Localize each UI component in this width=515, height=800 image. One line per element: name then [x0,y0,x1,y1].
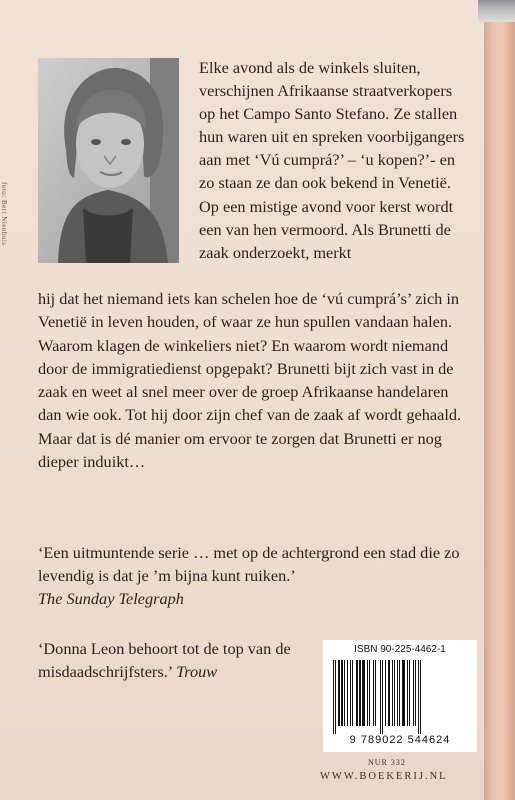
blurb-paragraph-start: Op een mistige avond voor kerst wordt een van hen vermoord. Als Brunetti de zaak onderzoekt, merkt [199,196,454,262]
quote-text: ‘Een uitmuntende serie … met op de achtergrond een stad die zo levendig is dat je ’m bijna kunt ruiken.’ [38,543,460,586]
ean-number: 9 789022 544624 [349,734,451,746]
photo-credit: foto: Bert Nienhuis [0,182,8,246]
book-spine [484,0,515,800]
quote-source: The Sunday Telegraph [38,589,184,609]
review-quote-2 [38,637,328,683]
isbn-label: ISBN 90-225-4462-1 [354,644,446,655]
blurb-intro: Elke avond als de winkels sluiten, verschijnen Afrikaanse straatverkopers op het Campo Santo Stefano. Ze stallen hun waren uit en spreken voorbijgangers aan met ‘Vú cumprá?’ – ‘u kopen?’- en zo staan ze dan ook bekend in Venetië. [199,58,465,193]
review-quote-1 [38,541,478,610]
blurb-column [199,56,469,264]
author-photo [38,58,179,263]
nur-code: NUR 332 [368,758,406,767]
quote-source: Trouw [176,662,218,682]
blurb-paragraph-rest: hij dat het niemand iets kan schelen hoe de ‘vú cumprá’s’ zich in Venetië in leven houden, of waar ze hun spullen vandaan halen. Waarom klagen de winkeliers niet? En waarom wordt niemand door de immigratiedienst opgepakt? Brunetti bijt zich vast in de zaak en weet al snel meer over de groep Afrikaanse handelaren dan wie ook. Tot hij door zijn chef van de zaak af wordt gehaald. Maar dat is dé manier om ervoor te zorgen dat Brunetti er nog dieper induikt… [38,289,462,472]
barcode-bars [329,660,471,734]
barcode [323,640,477,752]
spine-top-edge [478,0,515,22]
quote-text: ‘Donna Leon behoort tot de top van de misdaadschrijfsters.’ [38,639,291,682]
publisher-website: WWW.BOEKERIJ.NL [320,771,448,782]
